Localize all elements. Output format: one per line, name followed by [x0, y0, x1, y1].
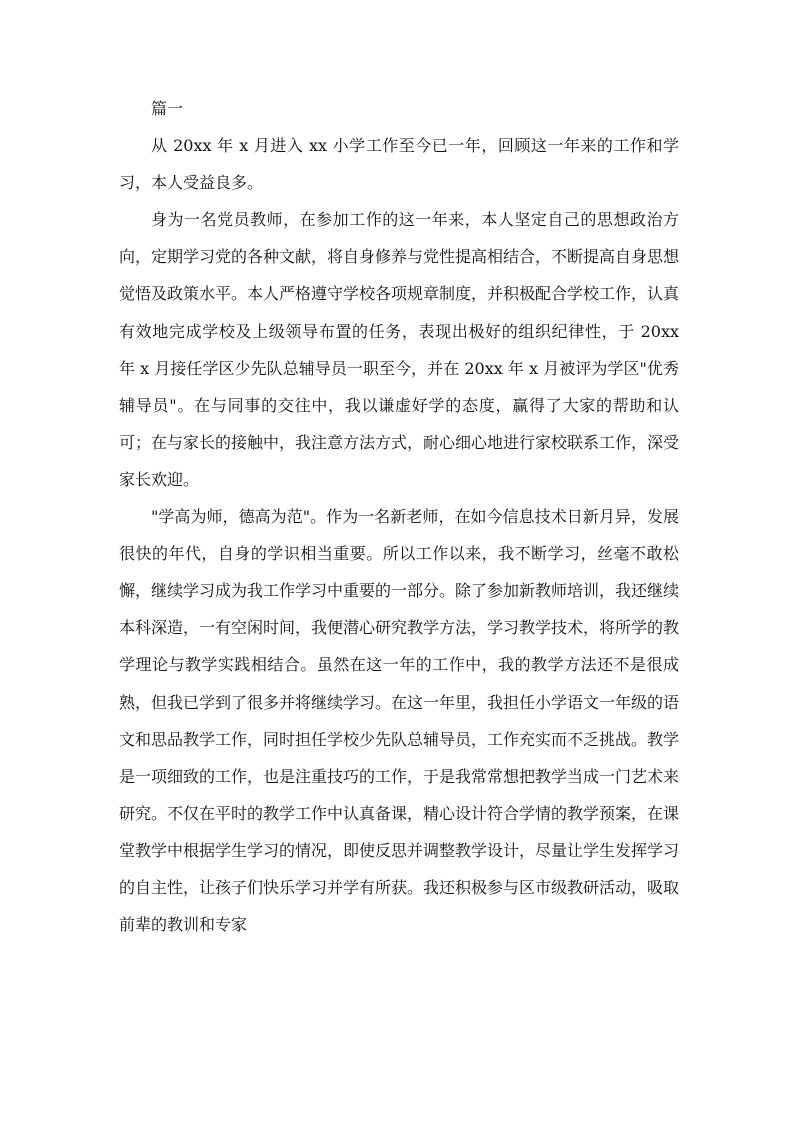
document-body [119, 90, 679, 943]
paragraph-3: "学高为师，德高为范"。作为一名新老师，在如今信息技术日新月异，发展很快的年代，自身的学识相当重要。所以工作以来，我不断学习，丝毫不敢松懈，继续学习成为我工作学习中重要的一部分。除了参加新教师培训，我还继续本科深造，一有空闲时间，我便潜心研究教学方法，学习教学技术，将所学的教学理论与教学实践相结合。虽然在这一年的工作中，我的教学方法还不是很成熟，但我已学到了很多并将继续学习。在这一年里，我担任小学语文一年级的语文和思品教学工作，同时担任学校少先队总辅导员，工作充实而不乏挑战。教学是一项细致的工作，也是注重技巧的工作，于是我常常想把教学当成一门艺术来研究。不仅在平时的教学工作中认真备课，精心设计符合学情的教学预案，在课堂教学中根据学生学习的情况，即使反思并调整教学设计，尽量让学生发挥学习的自主性，让孩子们快乐学习并学有所获。我还积极参与区市级教研活动，吸取前辈的教训和专家 [119, 507, 680, 935]
paragraph-2: 身为一名党员教师，在参加工作的这一年来，本人坚定自己的思想政治方向，定期学习党的各种文献，将自身修养与党性提高相结合，不断提高自身思想觉悟及政策水平。本人严格遵守学校各项规章制度，并积极配合学校工作，认真有效地完成学校及上级领导布置的任务，表现出极好的组织纪律性，于 20xx 年 x 月接任学区少先队总辅导员一职至今，并在 20xx 年 x 月被评为学区"优秀辅导员"。在与同事的交往中，我以谦虚好学的态度，赢得了大家的帮助和认可；在与家长的接触中，我注意方法方式，耐心细心地进行家校联系工作，深受家长欢迎。 [119, 210, 680, 489]
paragraph-1: 从 20xx 年 x 月进入 xx 小学工作至今已一年，回顾这一年来的工作和学习，本人受益良多。 [119, 136, 679, 193]
section-heading: 篇一 [151, 99, 184, 118]
